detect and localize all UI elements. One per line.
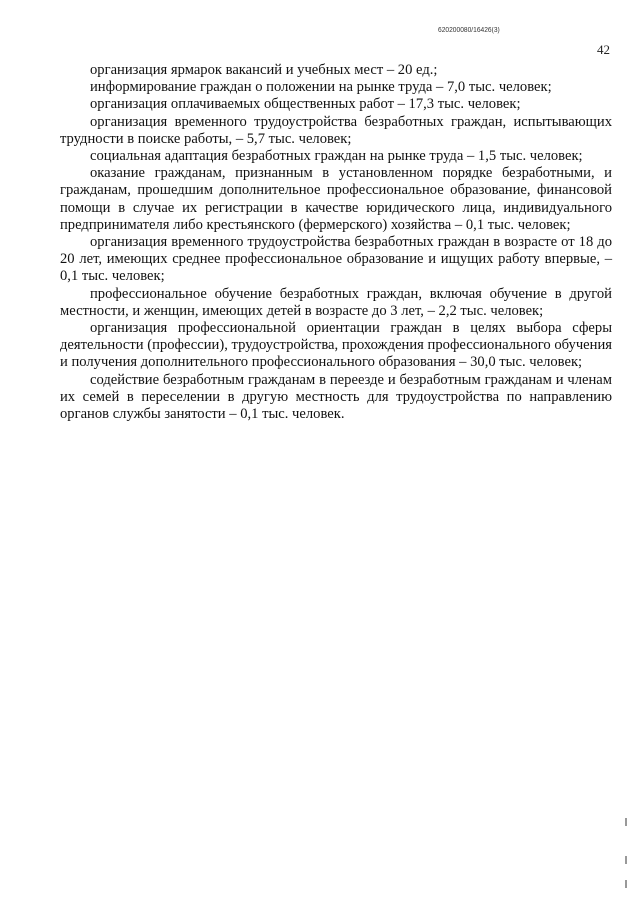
- paragraph-informing: информирование граждан о положении на рынке труда – 7,0 тыс. человек;: [90, 79, 552, 96]
- paragraph-temporary-employment: организация временного трудоустройства безработных граждан, испытывающих трудности в поиске работы, – 5,7 тыс. человек;: [60, 113, 612, 147]
- paragraph-relocation-assistance: содействие безработным гражданам в переезде и безработным гражданам и членам их семей в переселении в другую местность для трудоустройства по направлению органов службы занятости – 0,1 тыс. человек.: [60, 371, 612, 423]
- scan-mark: [625, 880, 627, 888]
- scan-mark: [625, 818, 627, 826]
- paragraph-financial-aid: оказание гражданам, признанным в установленном порядке безработными, и гражданам, прошедшим дополнительное профессиональное образование, финансовой помощи в случае их регистрации в качестве юридического лица, индивидуального предпринимателя либо крестьянского (фермерского) хозяйства – 0,1 тыс. человек;: [60, 165, 612, 233]
- paragraph-job-fairs: организация ярмарок вакансий и учебных мест – 20 ед.;: [90, 62, 438, 78]
- document-body: [60, 62, 612, 423]
- scan-mark: [625, 856, 627, 864]
- page-number: 42: [597, 42, 610, 57]
- paragraph-public-works: организация оплачиваемых общественных работ – 17,3 тыс. человек;: [90, 96, 521, 113]
- paragraph-social-adaptation: социальная адаптация безработных граждан на рынке труда – 1,5 тыс. человек;: [90, 148, 583, 165]
- paragraph-career-guidance: организация профессиональной ориентации граждан в целях выбора сферы деятельности (профессии), трудоустройства, прохождения профессионального обучения и получения дополнительного профессионального образования – 30,0 тыс. человек;: [60, 320, 612, 371]
- document-code: 620200080/16426(3): [438, 27, 500, 34]
- paragraph-youth-employment: организация временного трудоустройства безработных граждан в возрасте от 18 до 20 лет, имеющих среднее профессиональное образование и ищущих работу впервые, – 0,1 тыс. человек;: [60, 234, 612, 285]
- paragraph-vocational-training: профессиональное обучение безработных граждан, включая обучение в другой местности, и женщин, имеющих детей в возрасте до 3 лет, – 2,2 тыс. человек;: [60, 285, 612, 319]
